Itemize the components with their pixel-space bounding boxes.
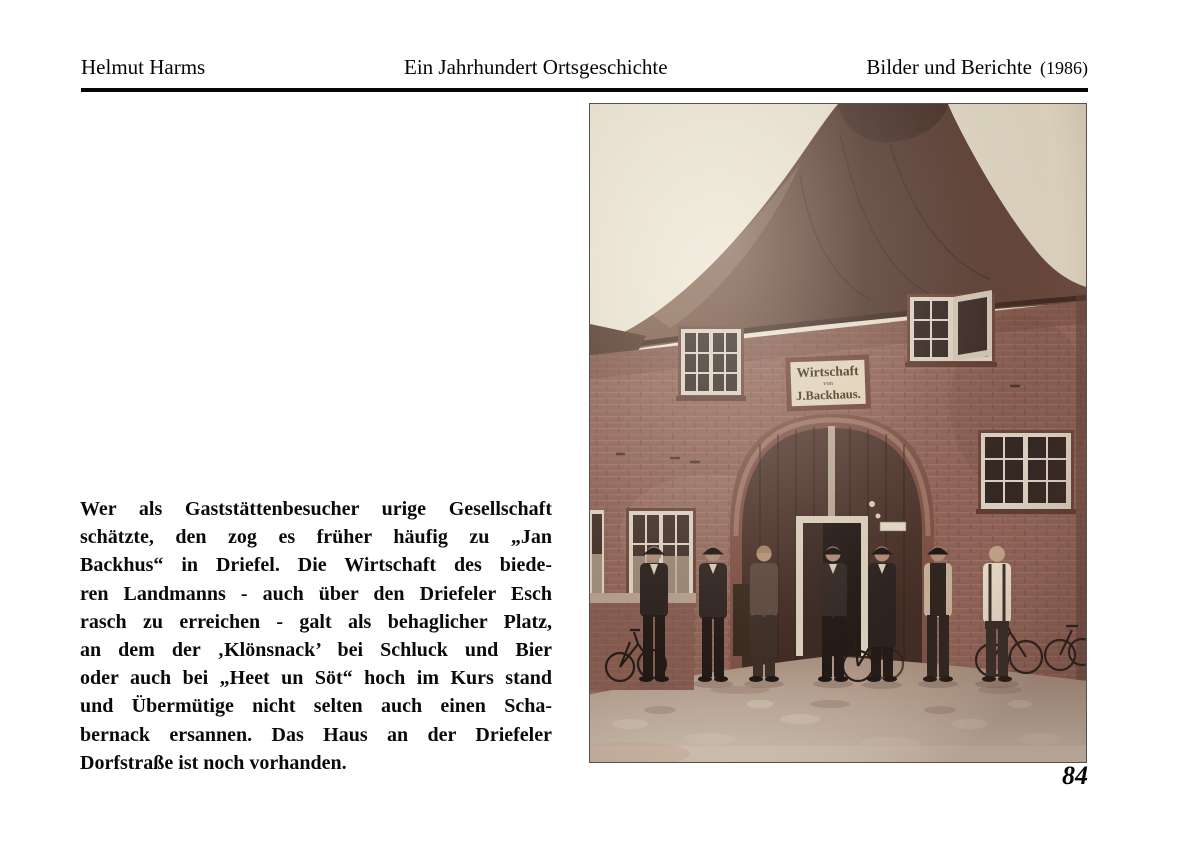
body-line: Wer als Gaststättenbesucher urige Gesellschaft [80,498,552,520]
header-year: (1986) [1039,58,1088,78]
photo-scene [590,104,1086,762]
body-line: ren Landmanns - auch über den Driefeler Esch [80,582,552,605]
body-line: und Übermütige nicht selten auch einen Scha- [80,695,552,718]
header-rule [81,88,1088,92]
header-author: Helmut Harms [81,55,206,79]
body-line: schätzte, den zog es früher häufig zu „Jan [80,526,552,549]
page-header [81,55,1088,80]
header-series: Bilder und Berichte [866,55,1032,79]
body-paragraph [80,495,552,777]
body-line: bernack ersannen. Das Haus an der Driefeler [80,723,552,746]
body-line: oder auch bei „Heet un Söt“ hoch im Kurs stand [80,667,552,690]
photo-vignette [590,104,1086,762]
header-title: Ein Jahrhundert Ortsgeschichte [404,55,668,79]
photo-figure [589,103,1087,763]
body-line: an dem der ‚Klönsnack’ bei Schluck und Bier [80,639,552,662]
body-line: Backhus“ in Driefel. Die Wirtschaft des biede- [80,554,552,577]
header-series-wrap [866,55,1088,80]
body-line: rasch zu erreichen - galt als behaglicher Platz, [80,610,552,633]
body-line: Dorfstraße ist noch vorhanden. [80,751,347,774]
page-number: 84 [1062,761,1088,790]
